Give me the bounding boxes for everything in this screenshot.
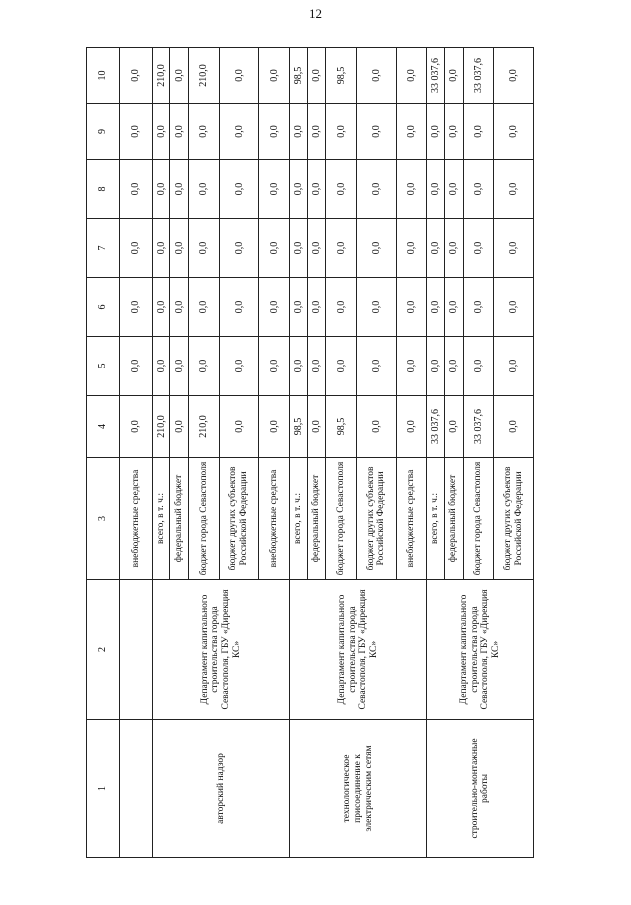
- amount-cell: 0,0: [494, 104, 534, 160]
- amount-cell: 0,0: [307, 278, 326, 337]
- amount-cell: 0,0: [463, 278, 494, 337]
- funding-source-label: внебюджетные средства: [396, 458, 427, 580]
- amount-cell: 0,0: [357, 160, 397, 219]
- amount-cell: 0,0: [152, 219, 170, 278]
- column-number: 10: [87, 48, 120, 104]
- amount-cell: 98,5: [290, 396, 308, 458]
- amount-cell: 0,0: [307, 337, 326, 396]
- column-number: 7: [87, 219, 120, 278]
- amount-cell: 0,0: [259, 337, 290, 396]
- table-row: [427, 48, 445, 858]
- column-number: 5: [87, 337, 120, 396]
- amount-cell: 0,0: [219, 337, 259, 396]
- column-number: 3: [87, 458, 120, 580]
- amount-cell: 0,0: [259, 278, 290, 337]
- amount-cell: 0,0: [152, 337, 170, 396]
- amount-cell: 0,0: [152, 104, 170, 160]
- amount-cell: 0,0: [396, 48, 427, 104]
- amount-cell: 0,0: [219, 104, 259, 160]
- column-number: 6: [87, 278, 120, 337]
- amount-cell: 0,0: [219, 160, 259, 219]
- amount-cell: 0,0: [290, 160, 308, 219]
- amount-cell: 210,0: [189, 48, 220, 104]
- amount-cell: 0,0: [307, 219, 326, 278]
- amount-cell: 0,0: [396, 219, 427, 278]
- amount-cell: 0,0: [219, 396, 259, 458]
- amount-cell: 0,0: [396, 396, 427, 458]
- funding-source-label: бюджет других субъектов Российской Федерации: [494, 458, 534, 580]
- amount-cell: 0,0: [259, 160, 290, 219]
- carryover-row: [119, 48, 152, 858]
- amount-cell: 0,0: [259, 396, 290, 458]
- amount-cell: 0,0: [444, 160, 463, 219]
- amount-cell: 0,0: [119, 396, 152, 458]
- amount-cell: 33 037,6: [427, 396, 445, 458]
- amount-cell: 0,0: [290, 104, 308, 160]
- table-row: [290, 48, 308, 858]
- amount-cell: 0,0: [219, 48, 259, 104]
- funding-source-label: федеральный бюджет: [307, 458, 326, 580]
- amount-cell: 0,0: [307, 396, 326, 458]
- amount-cell: 0,0: [119, 278, 152, 337]
- amount-cell: 0,0: [427, 337, 445, 396]
- amount-cell: 0,0: [463, 219, 494, 278]
- amount-cell: 0,0: [494, 396, 534, 458]
- amount-cell: 33 037,6: [463, 396, 494, 458]
- funding-source-label: внебюджетные средства: [119, 458, 152, 580]
- amount-cell: 0,0: [189, 219, 220, 278]
- amount-cell: 210,0: [189, 396, 220, 458]
- column-number: 2: [87, 580, 120, 720]
- page-number: 12: [309, 6, 322, 21]
- column-number: 9: [87, 104, 120, 160]
- amount-cell: 98,5: [326, 48, 357, 104]
- amount-cell: 0,0: [463, 337, 494, 396]
- amount-cell: 0,0: [170, 396, 189, 458]
- empty-cell: [119, 580, 152, 720]
- amount-cell: 33 037,6: [463, 48, 494, 104]
- table-row: [152, 48, 170, 858]
- amount-cell: 98,5: [326, 396, 357, 458]
- amount-cell: 0,0: [463, 104, 494, 160]
- amount-cell: 0,0: [170, 337, 189, 396]
- funding-source-label: бюджет города Севастополя: [463, 458, 494, 580]
- amount-cell: 0,0: [189, 337, 220, 396]
- amount-cell: 210,0: [152, 48, 170, 104]
- amount-cell: 0,0: [259, 104, 290, 160]
- amount-cell: 0,0: [189, 104, 220, 160]
- amount-cell: 0,0: [357, 48, 397, 104]
- amount-cell: 0,0: [290, 337, 308, 396]
- amount-cell: 0,0: [427, 104, 445, 160]
- amount-cell: 0,0: [119, 104, 152, 160]
- amount-cell: 0,0: [219, 219, 259, 278]
- funding-source-label: федеральный бюджет: [444, 458, 463, 580]
- amount-cell: 0,0: [494, 219, 534, 278]
- amount-cell: 0,0: [189, 278, 220, 337]
- activity-name: авторский надзор: [152, 720, 289, 858]
- amount-cell: 0,0: [427, 219, 445, 278]
- executor-name: Департамент капитального строительства города Севастополя, ГБУ «Дирекция КС»: [290, 580, 427, 720]
- funding-source-label: внебюджетные средства: [259, 458, 290, 580]
- executor-name: Департамент капитального строительства города Севастополя, ГБУ «Дирекция КС»: [427, 580, 534, 720]
- amount-cell: 0,0: [170, 278, 189, 337]
- activity-name: строительно-монтажные работы: [427, 720, 534, 858]
- column-number: 1: [87, 720, 120, 858]
- amount-cell: 0,0: [259, 48, 290, 104]
- budget-table: [86, 47, 534, 858]
- amount-cell: 0,0: [396, 278, 427, 337]
- amount-cell: 0,0: [326, 219, 357, 278]
- amount-cell: 0,0: [494, 160, 534, 219]
- amount-cell: 0,0: [189, 160, 220, 219]
- amount-cell: 0,0: [326, 278, 357, 337]
- amount-cell: 0,0: [307, 104, 326, 160]
- amount-cell: 0,0: [444, 278, 463, 337]
- funding-source-label: бюджет других субъектов Российской Федерации: [219, 458, 259, 580]
- amount-cell: 0,0: [119, 337, 152, 396]
- funding-source-label: бюджет города Севастополя: [189, 458, 220, 580]
- amount-cell: 0,0: [290, 278, 308, 337]
- amount-cell: 0,0: [259, 219, 290, 278]
- amount-cell: 0,0: [396, 160, 427, 219]
- amount-cell: 0,0: [290, 219, 308, 278]
- amount-cell: 0,0: [326, 337, 357, 396]
- amount-cell: 0,0: [307, 48, 326, 104]
- funding-source-label: всего, в т. ч.:: [427, 458, 445, 580]
- amount-cell: 0,0: [463, 160, 494, 219]
- amount-cell: 0,0: [444, 219, 463, 278]
- amount-cell: 0,0: [307, 160, 326, 219]
- funding-source-label: всего, в т. ч.:: [152, 458, 170, 580]
- empty-cell: [119, 720, 152, 858]
- amount-cell: 210,0: [152, 396, 170, 458]
- header-row: [87, 48, 120, 858]
- amount-cell: 0,0: [444, 337, 463, 396]
- amount-cell: 0,0: [152, 160, 170, 219]
- amount-cell: 0,0: [396, 104, 427, 160]
- amount-cell: 0,0: [357, 337, 397, 396]
- amount-cell: 0,0: [444, 396, 463, 458]
- amount-cell: 0,0: [119, 219, 152, 278]
- amount-cell: 0,0: [357, 396, 397, 458]
- funding-source-label: бюджет города Севастополя: [326, 458, 357, 580]
- funding-source-label: всего, в т. ч.:: [290, 458, 308, 580]
- amount-cell: 0,0: [119, 48, 152, 104]
- amount-cell: 0,0: [494, 337, 534, 396]
- amount-cell: 0,0: [396, 337, 427, 396]
- funding-source-label: федеральный бюджет: [170, 458, 189, 580]
- amount-cell: 0,0: [170, 160, 189, 219]
- amount-cell: 0,0: [444, 48, 463, 104]
- amount-cell: 33 037,6: [427, 48, 445, 104]
- amount-cell: 0,0: [170, 48, 189, 104]
- amount-cell: 0,0: [357, 278, 397, 337]
- amount-cell: 0,0: [152, 278, 170, 337]
- executor-name: Департамент капитального строительства города Севастополя, ГБУ «Дирекция КС»: [152, 580, 289, 720]
- amount-cell: 0,0: [494, 48, 534, 104]
- amount-cell: 0,0: [494, 278, 534, 337]
- activity-name: технологическое присоединение к электрическим сетям: [290, 720, 427, 858]
- funding-source-label: бюджет других субъектов Российской Федерации: [357, 458, 397, 580]
- amount-cell: 0,0: [357, 104, 397, 160]
- amount-cell: 0,0: [357, 219, 397, 278]
- amount-cell: 98,5: [290, 48, 308, 104]
- amount-cell: 0,0: [119, 160, 152, 219]
- amount-cell: 0,0: [427, 160, 445, 219]
- table-container: [86, 48, 534, 858]
- column-number: 8: [87, 160, 120, 219]
- amount-cell: 0,0: [326, 160, 357, 219]
- amount-cell: 0,0: [444, 104, 463, 160]
- amount-cell: 0,0: [326, 104, 357, 160]
- amount-cell: 0,0: [170, 219, 189, 278]
- amount-cell: 0,0: [170, 104, 189, 160]
- column-number: 4: [87, 396, 120, 458]
- amount-cell: 0,0: [219, 278, 259, 337]
- amount-cell: 0,0: [427, 278, 445, 337]
